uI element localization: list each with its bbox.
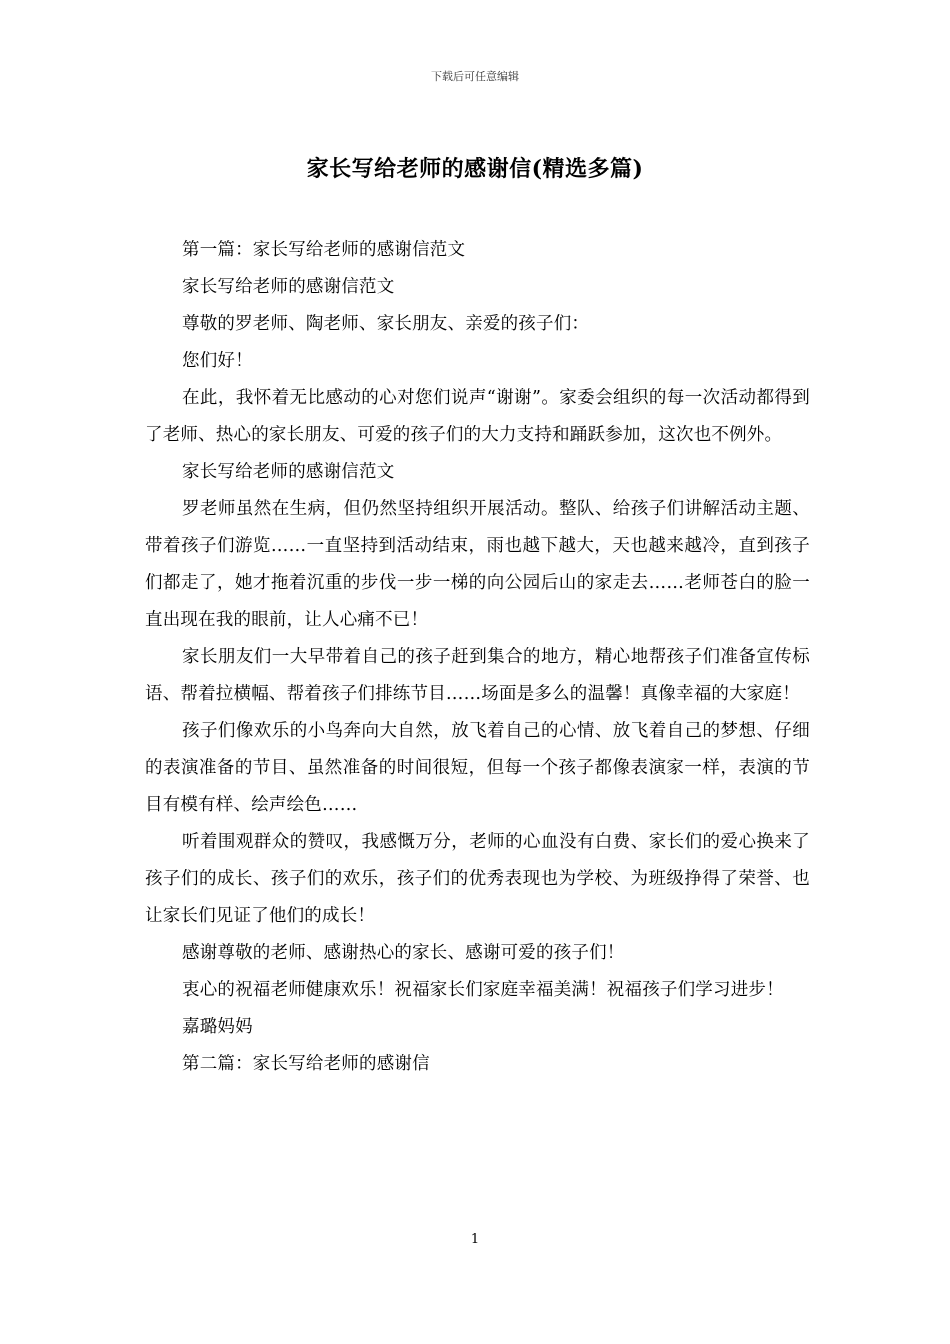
paragraph-body: 家长朋友们一大早带着自己的孩子赶到集合的地方，精心地帮孩子们准备宣传标语、帮着拉横幅、帮着孩子们排练节目……场面是多么的温馨！真像幸福的大家庭！ xyxy=(145,647,810,704)
paragraph-body: 在此，我怀着无比感动的心对您们说声“谢谢”。家委会组织的每一次活动都得到了老师、热心的家长朋友、可爱的孩子们的大力支持和踊跃参加，这次也不例外。 xyxy=(145,388,810,445)
paragraph-section-1-heading: 第一篇：家长写给老师的感谢信范文 xyxy=(182,240,466,260)
document-title: 家长写给老师的感谢信(精选多篇) xyxy=(306,156,644,182)
paragraph-body: 孩子们像欢乐的小鸟奔向大自然，放飞着自己的心情、放飞着自己的梦想、仔细的表演准备的节目、虽然准备的时间很短，但每一个孩子都像表演家一样，表演的节目有模有样、绘声绘色…… xyxy=(145,721,810,815)
page-number: 1 xyxy=(470,1232,480,1247)
paragraph-greeting: 您们好！ xyxy=(182,351,253,371)
document-body xyxy=(145,232,810,1083)
paragraph-salutation: 尊敬的罗老师、陶老师、家长朋友、亲爱的孩子们： xyxy=(182,314,590,334)
paragraph-body: 听着围观群众的赞叹，我感慨万分，老师的心血没有白费、家长们的爱心换来了孩子们的成长、孩子们的欢乐，孩子们的优秀表现也为学校、为班级挣得了荣誉、也让家长们见证了他们的成长！ xyxy=(145,832,810,926)
paragraph-subtitle: 家长写给老师的感谢信范文 xyxy=(182,277,395,297)
paragraph-body: 罗老师虽然在生病，但仍然坚持组织开展活动。整队、给孩子们讲解活动主题、带着孩子们游览……一直坚持到活动结束，雨也越下越大，天也越来越冷，直到孩子们都走了，她才拖着沉重的步伐一步一梯的向公园后山的家走去……老师苍白的脸一直出现在我的眼前，让人心痛不已！ xyxy=(145,499,810,630)
paragraph-blessing: 衷心的祝福老师健康欢乐！祝福家长们家庭幸福美满！祝福孩子们学习进步！ xyxy=(182,980,784,1000)
header-note: 下载后可任意编辑 xyxy=(431,70,519,83)
paragraph-subtitle: 家长写给老师的感谢信范文 xyxy=(182,462,395,482)
paragraph-section-2-heading: 第二篇：家长写给老师的感谢信 xyxy=(182,1054,430,1074)
paragraph-thanks: 感谢尊敬的老师、感谢热心的家长、感谢可爱的孩子们！ xyxy=(182,943,625,963)
paragraph-signature: 嘉璐妈妈 xyxy=(182,1017,253,1037)
